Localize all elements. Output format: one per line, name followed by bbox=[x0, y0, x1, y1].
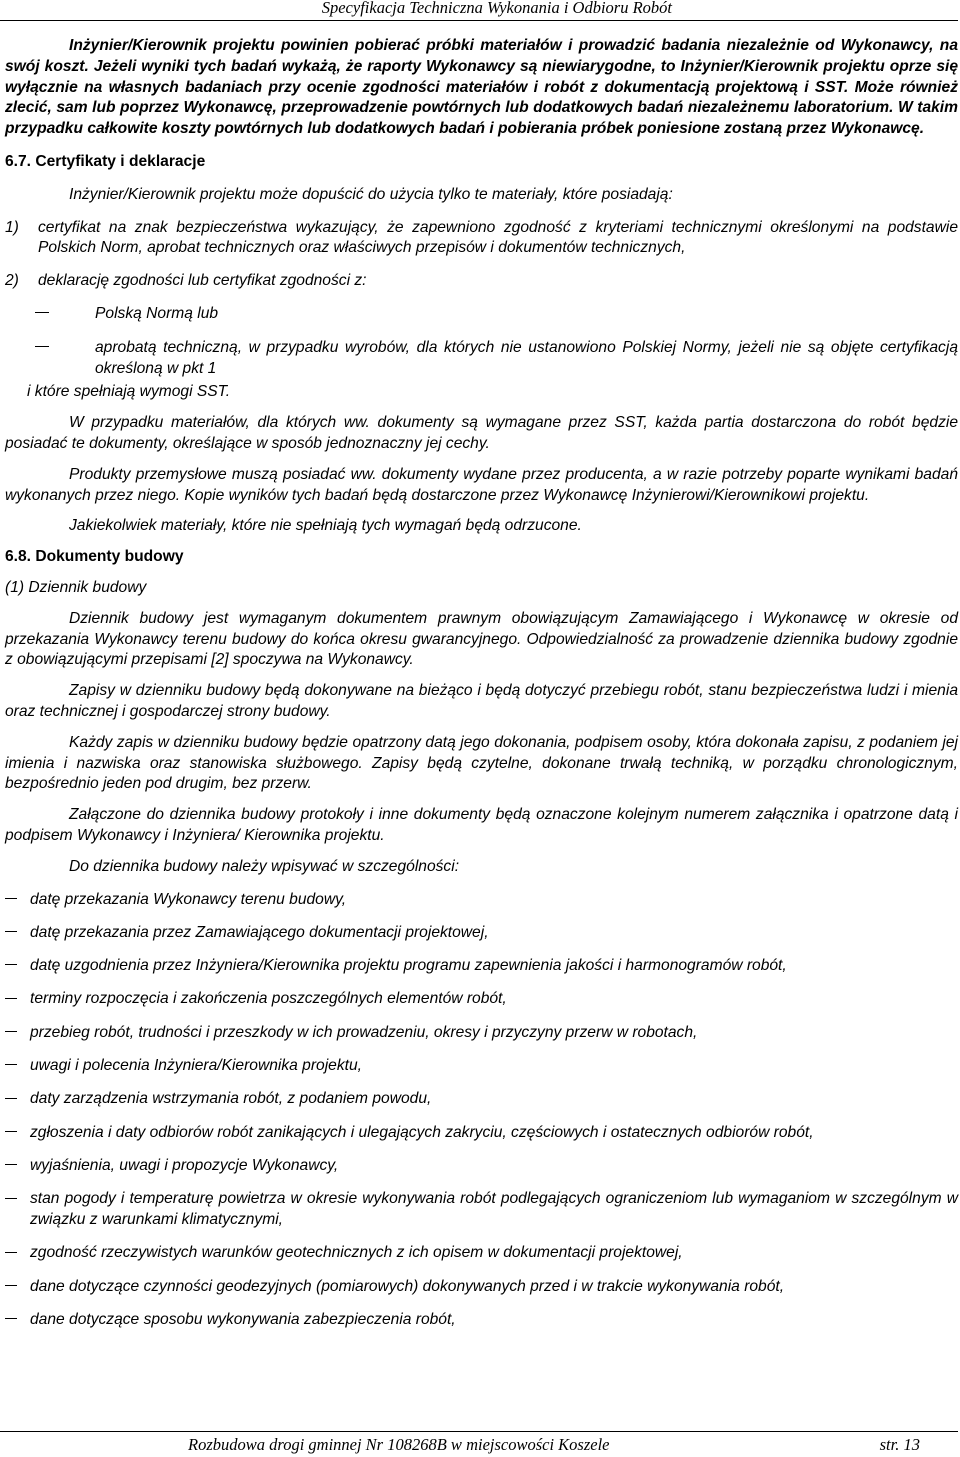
diary-paragraph: Zapisy w dzienniku budowy będą dokonywane na bieżąco i będą dotyczyć przebiegu robót, stanu bezpieczeństwa ludzi i mienia oraz technicznej i gospodarczej strony budowy. bbox=[5, 682, 958, 720]
list-item bbox=[5, 1023, 958, 1044]
list-item-text: daty zarządzenia wstrzymania robót, z podaniem powodu, bbox=[30, 1090, 432, 1108]
item-number: 1) bbox=[5, 218, 19, 236]
dash-bullet-icon bbox=[5, 1089, 30, 1110]
subitem-text: aprobatą techniczną, w przypadku wyrobów, dla których nie ustanowiono Polskiej Normy, jeżeli nie są objęte certyfikacją określoną w pkt 1 bbox=[95, 338, 958, 377]
dash-bullet-icon bbox=[5, 989, 30, 1010]
dash-bullet-icon bbox=[35, 304, 95, 325]
list-item bbox=[5, 923, 958, 944]
paragraph-rejection: Jakiekolwiek materiały, które nie spełniają tych wymagań będą odrzucone. bbox=[69, 517, 582, 535]
list-item bbox=[5, 956, 958, 977]
list-item bbox=[5, 1089, 958, 1110]
subsection-heading: (1) Dziennik budowy bbox=[5, 578, 147, 596]
requirement-item-2 bbox=[5, 271, 958, 292]
list-item bbox=[5, 890, 958, 911]
requirement-item-1 bbox=[5, 218, 958, 260]
conformity-subitem bbox=[5, 304, 958, 325]
list-item bbox=[5, 1243, 958, 1264]
list-item bbox=[5, 1189, 958, 1231]
running-header bbox=[0, 0, 958, 21]
dash-bullet-icon bbox=[5, 1056, 30, 1077]
dash-bullet-icon bbox=[5, 1277, 30, 1298]
list-item bbox=[5, 989, 958, 1010]
dash-bullet-icon bbox=[5, 956, 30, 977]
list-item-text: datę przekazania przez Zamawiającego dokumentacji projektowej, bbox=[30, 923, 489, 941]
list-item-text: datę uzgodnienia przez Inżyniera/Kierownika projektu programu zapewnienia jakości i harmonogramów robót, bbox=[30, 957, 787, 975]
list-item-text: dane dotyczące czynności geodezyjnych (pomiarowych) dokonywanych przed i w trakcie wykonywania robót, bbox=[30, 1277, 785, 1295]
list-item bbox=[5, 1123, 958, 1144]
diary-paragraph: Dziennik budowy jest wymaganym dokumentem prawnym obowiązującym Zamawiającego i Wykonawcę w okresie od przekazania Wykonawcy terenu budowy do końca okresu gwarancyjnego. Odpowiedzialność za prowadzenie dziennika budowy zgodnie z obowiązującymi przepisami [2] spoczywa na Wykonawcy. bbox=[5, 609, 958, 669]
dash-bullet-icon bbox=[5, 1123, 30, 1144]
list-item-text: datę przekazania Wykonawcy terenu budowy, bbox=[30, 890, 347, 908]
list-spacer bbox=[5, 1264, 958, 1277]
conformity-closing: i które spełniają wymogi SST. bbox=[27, 383, 231, 401]
list-item-text: wyjaśnienia, uwagi i propozycje Wykonawcy, bbox=[30, 1156, 339, 1174]
subitem-text: Polską Normą lub bbox=[95, 304, 219, 322]
list-item-text: dane dotyczące sposobu wykonywania zabezpieczenia robót, bbox=[30, 1310, 456, 1328]
dash-bullet-icon bbox=[5, 1243, 30, 1264]
document-body bbox=[5, 36, 958, 1331]
dash-bullet-icon bbox=[5, 890, 30, 911]
dash-bullet-icon bbox=[5, 1156, 30, 1177]
list-spacer bbox=[5, 977, 958, 990]
list-spacer bbox=[5, 1231, 958, 1244]
diary-paragraph: Każdy zapis w dzienniku budowy będzie opatrzony datą jego dokonania, podpisem osoby, która dokonała zapisu, z podaniem jej imienia i nazwiska oraz stanowiska służbowego. Zapisy będą czytelne, dokonane trwałą techniką, w porządku chronologicznym, bezpośrednio jeden pod drugim, bez przerw. bbox=[5, 733, 958, 793]
item-text: deklarację zgodności lub certyfikat zgodności z: bbox=[38, 272, 367, 290]
dash-bullet-icon bbox=[35, 338, 95, 380]
item-number: 2) bbox=[5, 272, 19, 290]
list-item bbox=[5, 1156, 958, 1177]
list-spacer bbox=[5, 910, 958, 923]
list-spacer bbox=[5, 1010, 958, 1023]
footer-page-number: str. 13 bbox=[879, 1435, 920, 1454]
page-footer bbox=[0, 1431, 958, 1457]
list-item-text: przebieg robót, trudności i przeszkody w ich prowadzeniu, okresy i przyczyny przerw w robotach, bbox=[30, 1023, 698, 1041]
list-item bbox=[5, 1056, 958, 1077]
list-item-text: uwagi i polecenia Inżyniera/Kierownika projektu, bbox=[30, 1056, 362, 1074]
list-spacer bbox=[5, 1177, 958, 1190]
list-spacer bbox=[5, 1143, 958, 1156]
footer-project-name: Rozbudowa drogi gminnej Nr 108268B w miejscowości Koszele bbox=[188, 1435, 610, 1454]
dash-bullet-icon bbox=[5, 1023, 30, 1044]
list-item-text: zgodność rzeczywistych warunków geotechnicznych z ich opisem w dokumentacji projektowej, bbox=[30, 1244, 683, 1262]
paragraph-documents: W przypadku materiałów, dla których ww. dokumenty są wymagane przez SST, każda partia dostarczona do robót będzie posiadać te dokumenty, określające w sposób jednoznaczny jej cechy. bbox=[5, 414, 958, 452]
section-6-7-lead: Inżynier/Kierownik projektu może dopuścić do użycia tylko te materiały, które posiadają: bbox=[69, 185, 673, 203]
paragraph-products: Produkty przemysłowe muszą posiadać ww. dokumenty wydane przez producenta, a w razie potrzeby poparte wynikami badań wykonanych przez niego. Kopie wyników tych badań będą dostarczone przez Wykonawcę Inżynierowi/Kierownikowi projektu. bbox=[5, 465, 958, 504]
intro-paragraph: Inżynier/Kierownik projektu powinien pobierać próbki materiałów i prowadzić badania niezależnie od Wykonawcy, na swój koszt. Jeżeli wyniki tych badań wykażą, że raporty Wykonawcy są niewiarygodne, to Inżynier/Kierownik projektu oprze się wyłącznie na własnych badaniach przy ocenie zgodności materiałów i robót z dokumentacją projektową i SST. Może również zlecić, sam lub poprzez Wykonawcę, przeprowadzenie powtórnych lub dodatkowych badań niezależnemu laboratorium. W takim przypadku całkowite koszty powtórnych lub dodatkowych badań i pobierania próbek poniesione zostaną przez Wykonawcę. bbox=[5, 37, 958, 138]
list-spacer bbox=[5, 1110, 958, 1123]
list-spacer bbox=[5, 1297, 958, 1310]
list-spacer bbox=[5, 1077, 958, 1090]
section-6-8-heading: 6.8. Dokumenty budowy bbox=[5, 548, 184, 566]
dash-bullet-icon bbox=[5, 923, 30, 944]
diary-entries-list bbox=[5, 890, 958, 1331]
list-item-text: zgłoszenia i daty odbiorów robót zanikających i ulegających zakryciu, częściowych i ostatecznych odbiorów robót, bbox=[30, 1123, 814, 1141]
header-title: Specyfikacja Techniczna Wykonania i Odbioru Robót bbox=[321, 0, 672, 17]
dash-bullet-icon bbox=[5, 1189, 30, 1231]
item-text: certyfikat na znak bezpieczeństwa wykazujący, że zapewniono zgodność z kryteriami technicznymi określonymi na podstawie Polskich Norm, aprobat technicznych oraz właściwych przepisów i dokumentów technicznych, bbox=[38, 218, 958, 257]
list-spacer bbox=[5, 1043, 958, 1056]
diary-paragraph: Do dziennika budowy należy wpisywać w szczególności: bbox=[69, 857, 460, 875]
list-item bbox=[5, 1277, 958, 1298]
section-6-7-heading: 6.7. Certyfikaty i deklaracje bbox=[5, 152, 206, 170]
list-item bbox=[5, 1310, 958, 1331]
dash-bullet-icon bbox=[5, 1310, 30, 1331]
conformity-subitem bbox=[5, 338, 958, 380]
list-item-text: stan pogody i temperaturę powietrza w okresie wykonywania robót podlegających ograniczeniom lub wymaganiom w szczególnym w związku z warunkami klimatycznymi, bbox=[30, 1190, 958, 1228]
list-spacer bbox=[5, 944, 958, 957]
list-item-text: terminy rozpoczęcia i zakończenia poszczególnych elementów robót, bbox=[30, 990, 507, 1008]
diary-paragraph: Załączone do dziennika budowy protokoły i inne dokumenty będą oznaczone kolejnym numerem załącznika i opatrzone datą i podpisem Wykonawcy i Inżyniera/ Kierownika projektu. bbox=[5, 806, 958, 844]
